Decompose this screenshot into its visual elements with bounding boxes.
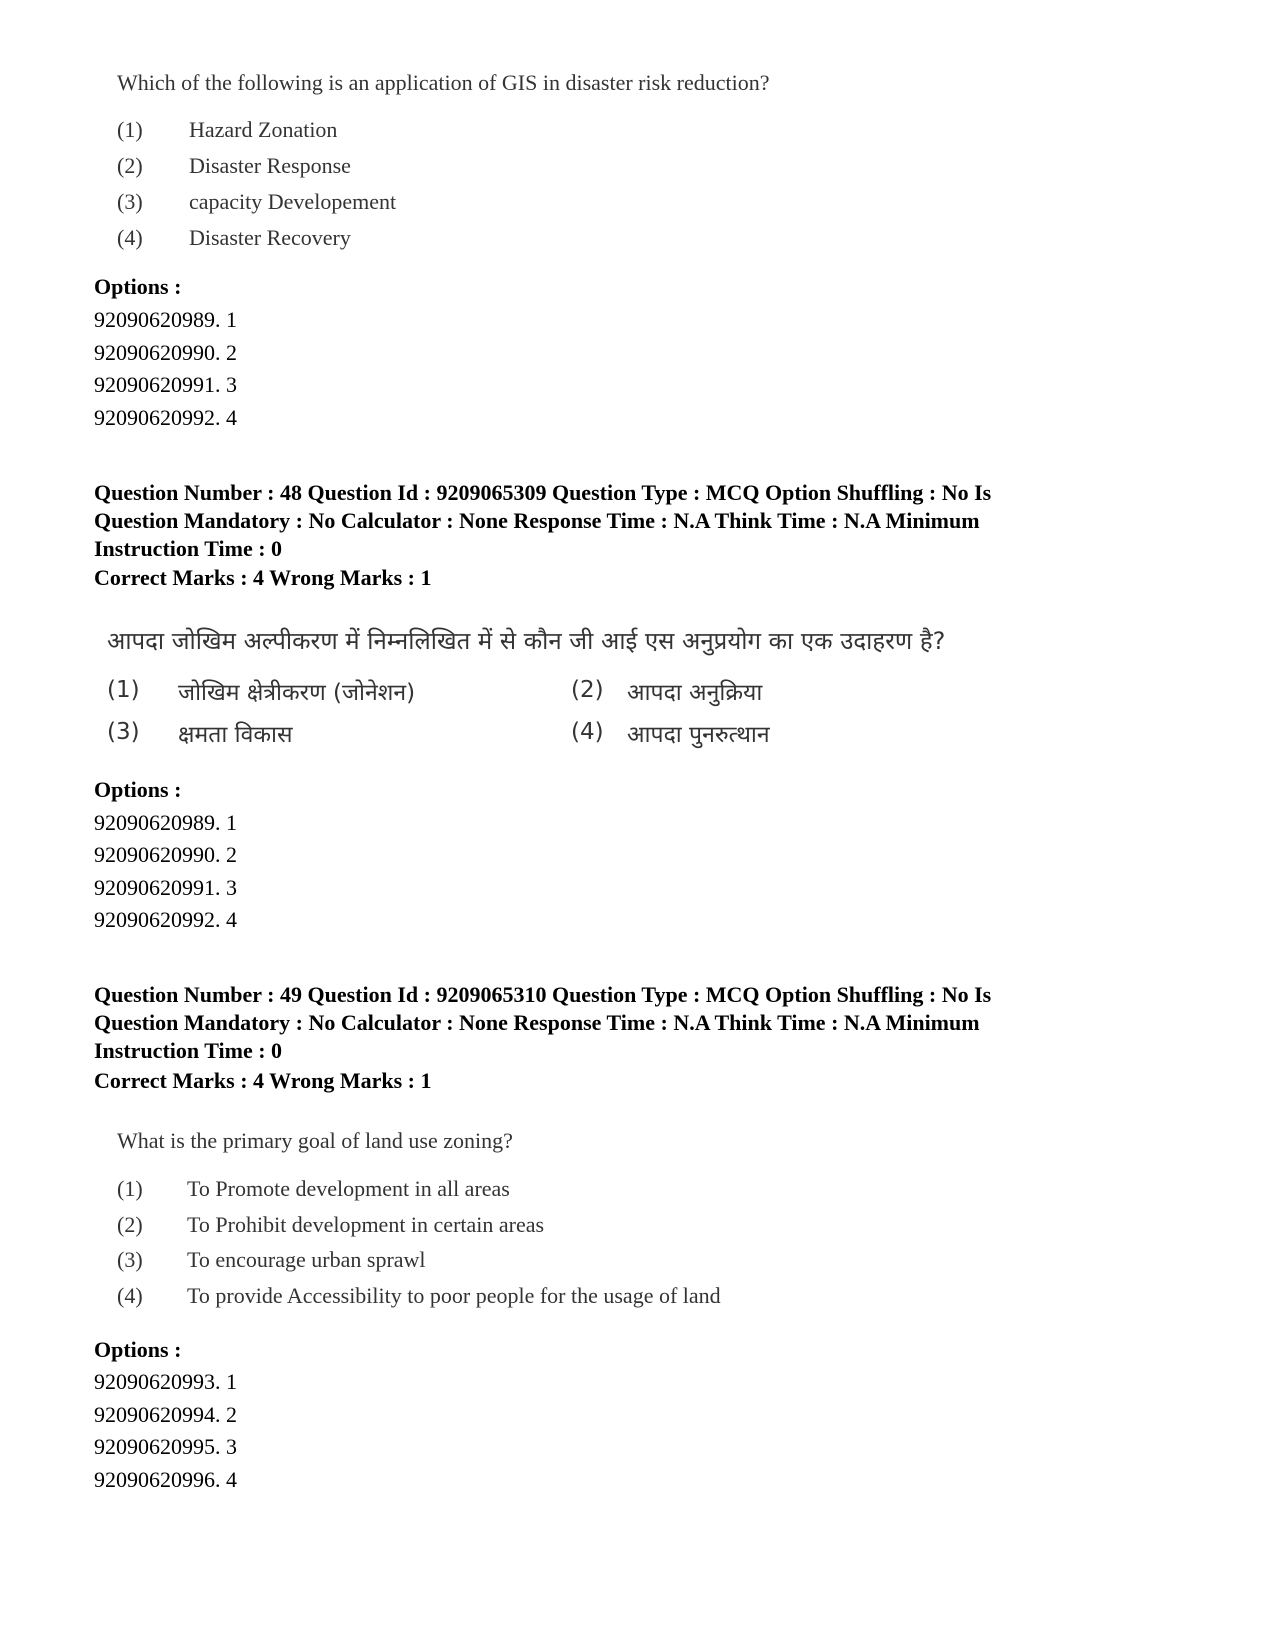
choice-item xyxy=(117,225,617,253)
question-text: Which of the following is an application of GIS in disaster risk reduction? xyxy=(117,70,770,95)
choice-item xyxy=(117,1212,917,1240)
choice-text: Disaster Recovery xyxy=(189,225,351,250)
question-text: What is the primary goal of land use zoning? xyxy=(117,1128,513,1153)
choice-text: Disaster Response xyxy=(189,153,351,178)
option-line: 92090620991. 3 xyxy=(94,875,237,900)
question-meta-line: Instruction Time : 0 xyxy=(94,536,283,561)
choice-item xyxy=(117,1247,917,1275)
option-line: 92090620989. 1 xyxy=(94,810,237,835)
choice-text: क्षमता विकास xyxy=(178,722,293,748)
option-line: 92090620989. 1 xyxy=(94,307,237,332)
marks-line: Correct Marks : 4 Wrong Marks : 1 xyxy=(94,1068,432,1093)
options-heading: Options : xyxy=(94,274,182,299)
choice-text: To Prohibit development in certain areas xyxy=(187,1212,545,1237)
option-line: 92090620994. 2 xyxy=(94,1402,237,1427)
choice-text: जोखिम क्षेत्रीकरण (जोनेशन) xyxy=(178,680,416,706)
choice-text: आपदा अनुक्रिया xyxy=(627,680,763,706)
choice-number: (2) xyxy=(117,1212,143,1237)
choice-item xyxy=(117,1283,917,1311)
option-line: 92090620992. 4 xyxy=(94,405,237,430)
question-text-hindi: आपदा जोखिम अल्पीकरण में निम्नलिखित में से कौन जी आई एस अनुप्रयोग का एक उदाहरण है? xyxy=(107,627,946,655)
choice-number: (3) xyxy=(107,719,140,745)
choice-number: (4) xyxy=(571,719,604,745)
choice-number: (1) xyxy=(107,677,140,703)
question-meta-line: Question Number : 48 Question Id : 9209065309 Question Type : MCQ Option Shuffling : No Is xyxy=(94,480,992,505)
choice-item xyxy=(117,189,617,217)
choice-number: (4) xyxy=(117,1283,143,1308)
choice-text: To provide Accessibility to poor people for the usage of land xyxy=(187,1283,721,1308)
question-meta-line: Question Number : 49 Question Id : 9209065310 Question Type : MCQ Option Shuffling : No Is xyxy=(94,982,992,1007)
choice-number: (3) xyxy=(117,189,143,214)
marks-line: Correct Marks : 4 Wrong Marks : 1 xyxy=(94,565,432,590)
question-meta-line: Question Mandatory : No Calculator : None Response Time : N.A Think Time : N.A Minimum xyxy=(94,1010,980,1035)
choice-number: (2) xyxy=(117,153,143,178)
choice-number: (2) xyxy=(571,677,604,703)
choice-item xyxy=(117,153,617,181)
choice-text: आपदा पुनरुत्थान xyxy=(627,722,770,748)
options-heading: Options : xyxy=(94,1337,182,1362)
choice-number: (4) xyxy=(117,225,143,250)
options-heading: Options : xyxy=(94,777,182,802)
option-line: 92090620996. 4 xyxy=(94,1467,237,1492)
choice-number: (1) xyxy=(117,1176,143,1201)
option-line: 92090620990. 2 xyxy=(94,842,237,867)
choice-number: (3) xyxy=(117,1247,143,1272)
choice-text: Hazard Zonation xyxy=(189,117,338,142)
question-meta-line: Instruction Time : 0 xyxy=(94,1038,283,1063)
choice-text: To Promote development in all areas xyxy=(187,1176,510,1201)
question-meta-line: Question Mandatory : No Calculator : None Response Time : N.A Think Time : N.A Minimum xyxy=(94,508,980,533)
choice-text: capacity Developement xyxy=(189,189,397,214)
option-line: 92090620991. 3 xyxy=(94,372,237,397)
option-line: 92090620993. 1 xyxy=(94,1369,237,1394)
choice-number: (1) xyxy=(117,117,143,142)
question-meta xyxy=(94,479,1214,563)
option-line: 92090620990. 2 xyxy=(94,340,237,365)
choice-item xyxy=(117,117,617,145)
choice-item xyxy=(117,1176,917,1204)
question-meta xyxy=(94,981,1214,1065)
option-line: 92090620992. 4 xyxy=(94,907,237,932)
choice-text: To encourage urban sprawl xyxy=(187,1247,426,1272)
option-line: 92090620995. 3 xyxy=(94,1434,237,1459)
